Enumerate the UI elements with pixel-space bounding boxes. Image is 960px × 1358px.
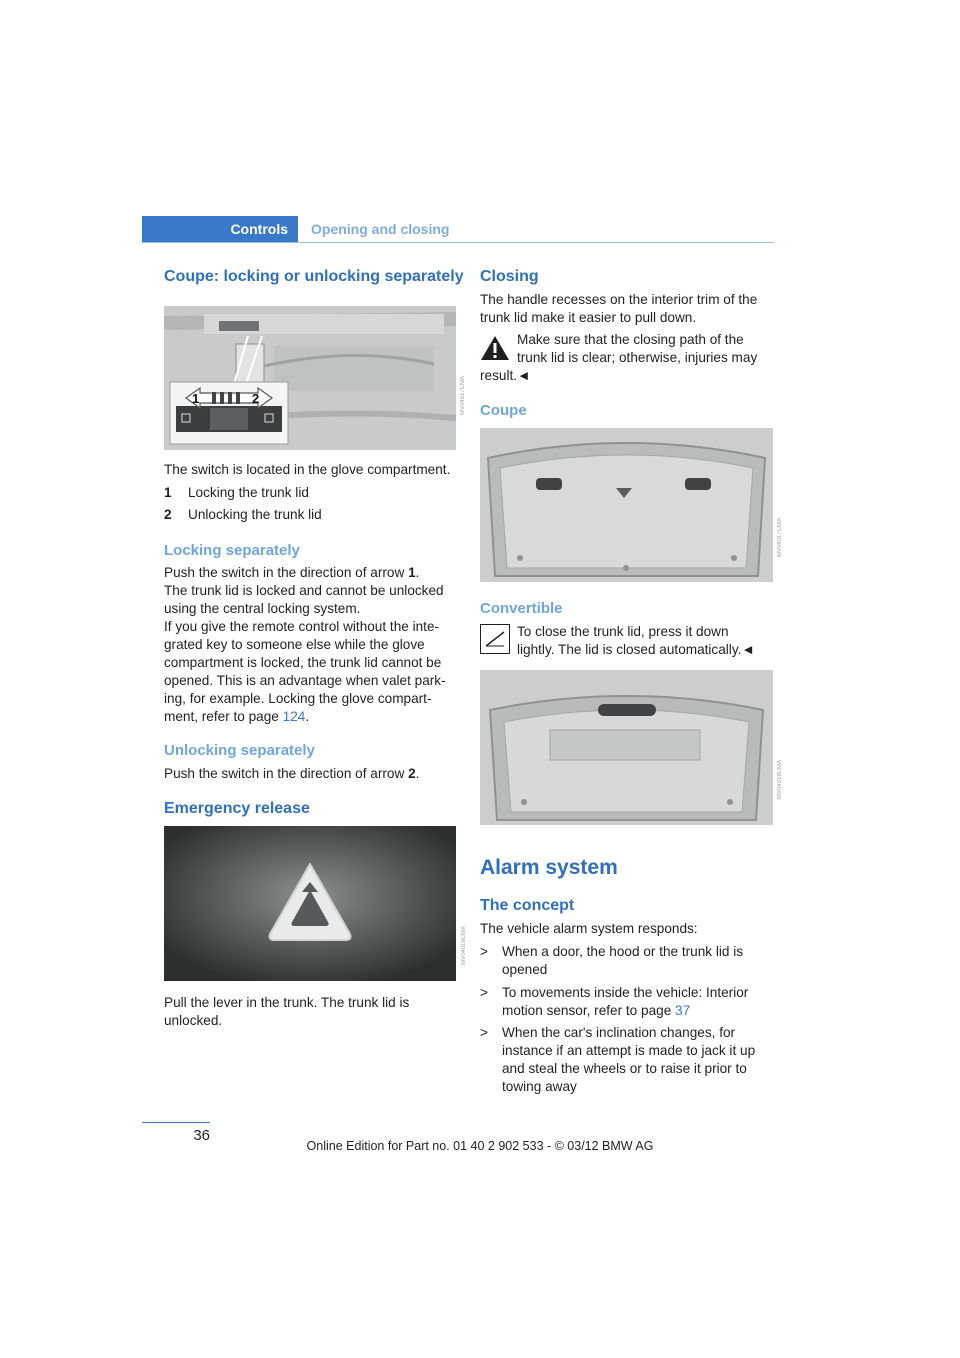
image-code: MV04017CMA: [777, 518, 783, 558]
heading-closing: Closing: [480, 268, 539, 285]
text-line: If you give the remote control without the inte-: [164, 619, 440, 634]
arrow-2-label: 2: [252, 391, 260, 406]
text-line: Make sure that the closing path of the: [517, 332, 744, 347]
text-line: unlocked.: [164, 1013, 223, 1028]
closing-paragraph: [480, 291, 757, 327]
text-line: opened. This is an advantage when valet park-: [164, 673, 446, 688]
text-line: lightly. The lid is closed automatically.: [517, 642, 742, 657]
text-line: The handle recesses on the interior trim of the: [480, 292, 758, 307]
image-code: MV04018CMA: [777, 760, 783, 800]
text-line: instance if an attempt is made to jack it up: [502, 1043, 756, 1058]
list-item: [480, 1024, 755, 1096]
convertible-trunk-drawing: [480, 670, 773, 825]
list-item: [480, 943, 743, 979]
concept-intro: The vehicle alarm system responds:: [480, 921, 698, 936]
text-line: Pull the lever in the trunk. The trunk lid is: [164, 995, 410, 1010]
unlocking-paragraph: [164, 765, 419, 783]
punct: .: [305, 709, 310, 724]
end-mark: ◄: [517, 368, 531, 383]
coupe-trunk-lid-illustration: [480, 428, 783, 582]
text-line: trunk lid make it easier to pull down.: [480, 310, 697, 325]
arrow-ref: 1: [408, 565, 416, 580]
glove-switch-drawing: [164, 306, 456, 450]
warning-icon: [480, 334, 510, 362]
heading-convertible: Convertible: [480, 600, 563, 617]
punct: .: [415, 565, 420, 580]
end-mark: ◄: [741, 642, 755, 657]
text-line: To close the trunk lid, press it down: [517, 624, 729, 639]
heading-unlocking-separately: Unlocking separately: [164, 742, 315, 759]
glove-switch-illustration: [164, 306, 466, 450]
item-number: 1: [164, 485, 172, 500]
image-code: MV04517CMA: [460, 376, 466, 416]
item-number: 2: [164, 507, 172, 522]
text-line: The trunk lid is locked and cannot be unlocked: [164, 583, 444, 598]
text-line: motion sensor, refer to page: [502, 1003, 676, 1018]
text-line: ing, for example. Locking the glove compart-: [164, 691, 432, 706]
bullet: >: [480, 985, 488, 1000]
heading-the-concept: The concept: [480, 897, 575, 914]
heading-emergency-release: Emergency release: [164, 800, 310, 817]
list-item: [164, 484, 309, 502]
text-line: trunk lid is clear; otherwise, injuries may: [517, 350, 758, 365]
emergency-paragraph: [164, 994, 409, 1030]
arrow-1-label: 1: [192, 391, 200, 406]
heading-alarm-system: Alarm system: [480, 856, 618, 879]
heading-locking-separately: Locking separately: [164, 542, 300, 559]
convertible-text: [517, 623, 755, 659]
text-line: using the central locking system.: [164, 601, 361, 616]
text-line: When a door, the hood or the trunk lid is: [502, 944, 744, 959]
bullet: >: [480, 944, 488, 959]
page-link-124[interactable]: 124: [282, 709, 306, 724]
section-tab: Controls: [142, 216, 298, 243]
unlocking-text: Push the switch in the direction of arrow: [164, 766, 409, 781]
emergency-lever-drawing: [164, 826, 456, 981]
locking-paragraph: [164, 564, 446, 726]
heading-coupe-locking: Coupe: locking or unlocking separately: [164, 268, 464, 285]
image-code: MV04016CMA: [461, 926, 467, 966]
item-text: Locking the trunk lid: [188, 485, 309, 500]
text-line: opened: [502, 962, 548, 977]
edition-footer: Online Edition for Part no. 01 40 2 902 533 - © 03/12 BMW AG: [306, 1139, 654, 1153]
text-line: ment, refer to page: [164, 709, 283, 724]
warning-text-end: [480, 367, 531, 385]
switch-location-text: The switch is located in the glove compartment.: [164, 462, 451, 477]
list-item: [480, 984, 748, 1020]
arrow-ref: 2: [408, 766, 416, 781]
text-line: To movements inside the vehicle: Interior: [502, 985, 749, 1000]
item-text: Unlocking the trunk lid: [188, 507, 322, 522]
emergency-release-photo: [164, 826, 467, 981]
warning-text: [517, 331, 757, 367]
text-line: towing away: [502, 1079, 577, 1094]
page-number: 36: [193, 1127, 210, 1144]
locking-text: Push the switch in the direction of arrow: [164, 565, 409, 580]
header-rule: [142, 242, 774, 243]
text-line: and steal the wheels or to raise it prior to: [502, 1061, 747, 1076]
heading-coupe: Coupe: [480, 402, 527, 419]
list-item: [164, 506, 322, 524]
punct: .: [415, 766, 420, 781]
note-arrow-icon: [480, 624, 510, 654]
text-line: compartment is locked, the trunk lid cannot be: [164, 655, 442, 670]
bullet: >: [480, 1025, 488, 1040]
text-line: grated key to someone else while the glove: [164, 637, 425, 652]
text-line: When the car's inclination changes, for: [502, 1025, 736, 1040]
page-link-37[interactable]: 37: [675, 1003, 691, 1018]
convertible-trunk-lid-illustration: [480, 670, 783, 825]
chapter-title: Opening and closing: [311, 221, 450, 237]
page-number-rule: [142, 1122, 210, 1123]
coupe-trunk-drawing: [480, 428, 773, 582]
text-line: result.: [480, 368, 518, 383]
